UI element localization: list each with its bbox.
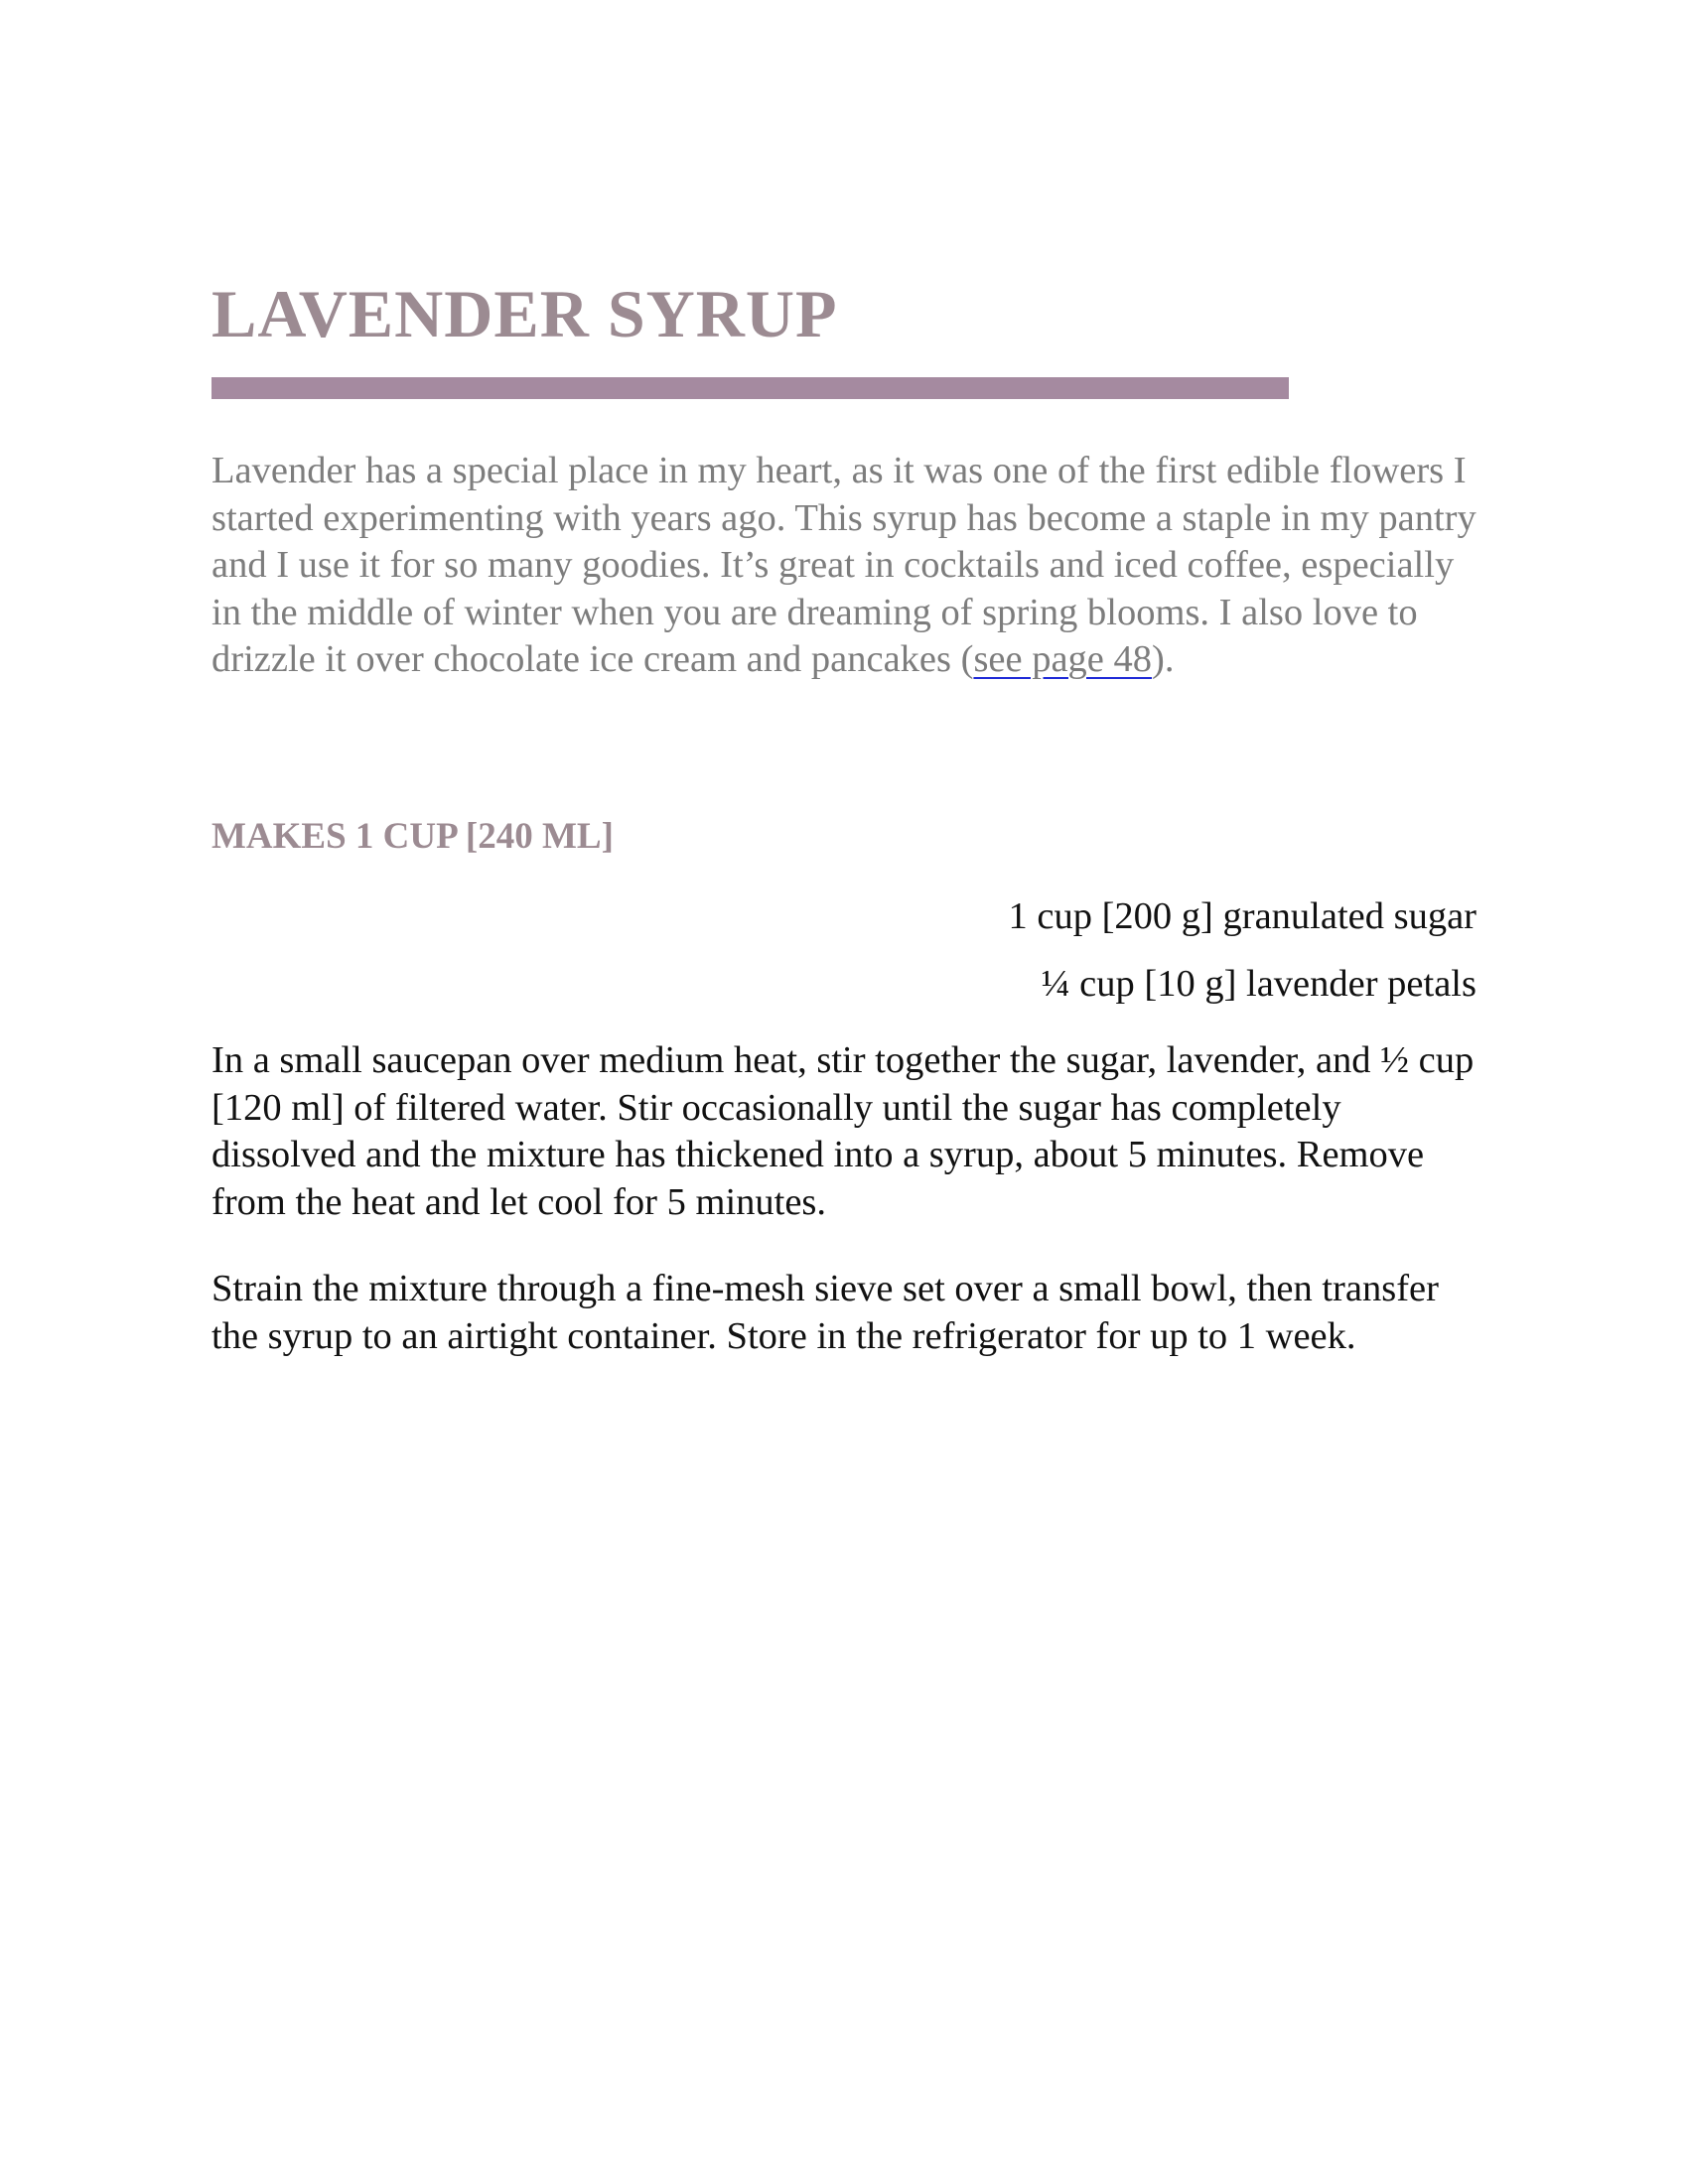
yield-heading: MAKES 1 CUP [240 ML]	[211, 816, 614, 857]
see-page-link[interactable]: see page 48	[973, 638, 1153, 680]
intro-link-close-paren: ).	[1152, 638, 1175, 680]
ingredient-list	[1009, 883, 1477, 1018]
intro-link-open-paren: (	[960, 638, 974, 680]
recipe-title: LAVENDER SYRUP	[211, 276, 838, 351]
intro-text: Lavender has a special place in my heart, as it was one of the first edible flowers I started experimenting with years ago. This syrup has become a staple in my pantry and I use it for so many goodies. It’s great in cocktails and iced coffee, especially in the middle of winter when you are dreaming of spring blooms. I also love to drizzle it over chocolate ice cream and pancakes	[211, 450, 1477, 680]
ingredient-item: ¼ cup [10 g] lavender petals	[1041, 963, 1477, 1005]
method-step: Strain the mixture through a fine-mesh sieve set over a small bowl, then transfer the syrup to an airtight container. Store in the refrigerator for up to 1 week.	[211, 1268, 1439, 1357]
title-divider	[211, 377, 1289, 399]
ingredient-item: 1 cup [200 g] granulated sugar	[1008, 895, 1477, 937]
intro-paragraph	[211, 448, 1477, 684]
method-step: In a small saucepan over medium heat, stir together the sugar, lavender, and ½ cup [120 ml] of filtered water. Stir occasionally until the sugar has completely dissolved and the mixture has thickened into a syrup, about 5 minutes. Remove from the heat and let cool for 5 minutes.	[211, 1039, 1475, 1223]
